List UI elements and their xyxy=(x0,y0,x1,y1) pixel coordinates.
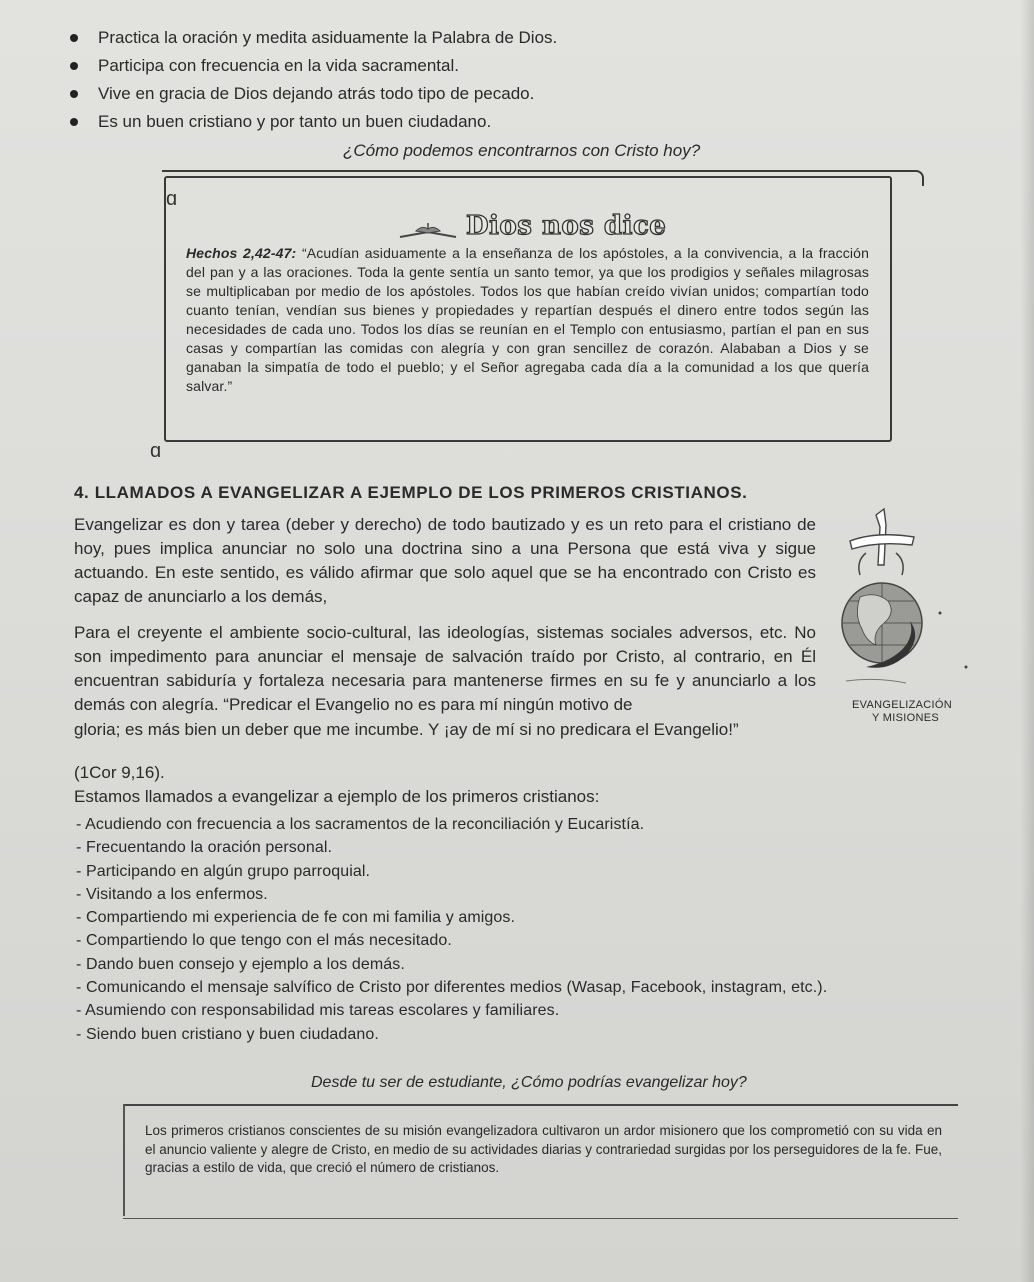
list-item: - Participando en algún grupo parroquial. xyxy=(76,862,371,880)
list-item: - Frecuentando la oración personal. xyxy=(76,839,333,857)
section-heading: 4. LLAMADOS A EVANGELIZAR A EJEMPLO DE LOS PRIMEROS CRISTIANOS. xyxy=(74,483,748,502)
paragraph-believer: Para el creyente el ambiente socio-cultural, las ideologías, sistemas sociales adversos, etc. No son impedimento para anunciar el mensaje de salvación traído por Cristo, al contrario, en Él encuentran sabiduría y fortaleza necesaria para mantenerse firmes en su fe y anunciarlo a los demás con alegría. “Predicar el Evangelio no es para mí ningún motivo de xyxy=(74,623,816,714)
logo-caption-misiones: Y MISIONES xyxy=(872,712,939,724)
list-item: - Comunicando el mensaje salvífico de Cristo por diferentes medios (Wasap, Facebook, instagram, etc.). xyxy=(76,979,828,997)
list-item: - Siendo buen cristiano y buen ciudadano. xyxy=(76,1025,379,1043)
list-item: - Visitando a los enfermos. xyxy=(76,885,268,903)
list-intro: Estamos llamados a evangelizar a ejemplo de los primeros cristianos: xyxy=(74,787,600,806)
list-item xyxy=(70,52,557,80)
paragraph-evangelize: Evangelizar es don y tarea (deber y derecho) de todo bautizado y es un reto para el cristiano de hoy, pues implica anunciar no solo una doctrina sino a una Persona que está viva y sigue actuando. En este sentido, es válido afirmar que solo aquel que se ha encontrado con Cristo es capaz de anunciarlo a los demás, xyxy=(74,515,816,606)
list-item xyxy=(70,108,557,136)
list-item: - Acudiendo con frecuencia a los sacramentos de la reconciliación y Eucaristía. xyxy=(76,816,645,833)
bullet-text: Vive en gracia de Dios dejando atrás todo tipo de pecado. xyxy=(98,84,535,103)
scripture-reference: Hechos 2,42-47: xyxy=(186,245,297,261)
scroll-curl-icon: ɑ xyxy=(166,188,178,210)
bullet-dot-icon xyxy=(70,62,78,70)
list-item: - Asumiendo con responsabilidad mis tareas escolares y familiares. xyxy=(76,1002,560,1020)
scripture-text xyxy=(186,244,869,396)
question-student-evangelize: Desde tu ser de estudiante, ¿Cómo podrías evangelizar hoy? xyxy=(311,1074,747,1091)
summary-text: Los primeros cristianos conscientes de su misión evangelizadora cultivaron un ardor misionero que los comprometió con su vida en el anuncio valiente y alegre de Cristo, en medio de su actividades diarias y contrariedad surgidas por los perseguidores de la fe. Fue, gracias a estilo de vida, que creció el número de cristianos. xyxy=(145,1123,942,1175)
scroll-curl-icon: ɑ xyxy=(150,440,162,462)
scripture-quote: “Acudían asiduamente a la enseñanza de los apóstoles, a la convivencia, a la fracción del pan y a las oraciones. Toda la gente sentía un santo temor, ya que los prodigios y señales milagrosas se multiplicaban por medio de los apóstoles. Todos los que habían creído vivían unidos; compartían todo cuanto tenían, vendían sus bienes y propiedades y repartían después el dinero entre todos según las necesidades de cada uno. Todos los días se reunían en el Templo con entusiasmo, partían el pan en sus casas y compartían las comidas con alegría y con gran sencillez de corazón. Alababan a Dios y se ganaban la simpatía de todo el pueblo; y el Señor agregaba cada día a la comunidad a los que quería salvar.” xyxy=(186,245,870,394)
page-edge-shadow xyxy=(1020,0,1034,1282)
list-item: - Compartiendo mi experiencia de fe con mi familia y amigos. xyxy=(76,909,516,927)
list-item xyxy=(70,80,557,108)
bullet-dot-icon xyxy=(70,90,78,98)
evangelize-ways-list xyxy=(76,813,827,1046)
bullet-text: Practica la oración y medita asiduamente la Palabra de Dios. xyxy=(98,28,558,47)
open-bible-icon xyxy=(398,219,458,239)
question-encounter-christ: ¿Cómo podemos encontrarnos con Cristo hoy? xyxy=(343,141,701,160)
bullet-dot-icon xyxy=(70,118,78,126)
bullet-text: Es un buen cristiano y por tanto un buen ciudadano. xyxy=(98,112,492,131)
paragraph-believer-end: gloria; es más bien un deber que me incumbe. Y ¡ay de mí si no predicara el Evangelio!” xyxy=(74,720,739,739)
list-item xyxy=(70,24,557,52)
scripture-box-title: Dios nos dice xyxy=(466,211,667,241)
bullet-list xyxy=(70,24,557,136)
logo-caption-evangelizacion: EVANGELIZACIÓN xyxy=(852,699,952,711)
bullet-text: Participa con frecuencia en la vida sacramental. xyxy=(98,56,459,75)
bullet-dot-icon xyxy=(70,34,78,42)
list-item: - Compartiendo lo que tengo con el más necesitado. xyxy=(76,932,452,950)
list-item: - Dando buen consejo y ejemplo a los demás. xyxy=(76,955,405,973)
bible-citation: (1Cor 9,16). xyxy=(74,763,165,782)
summary-box-left-border xyxy=(123,1104,125,1216)
